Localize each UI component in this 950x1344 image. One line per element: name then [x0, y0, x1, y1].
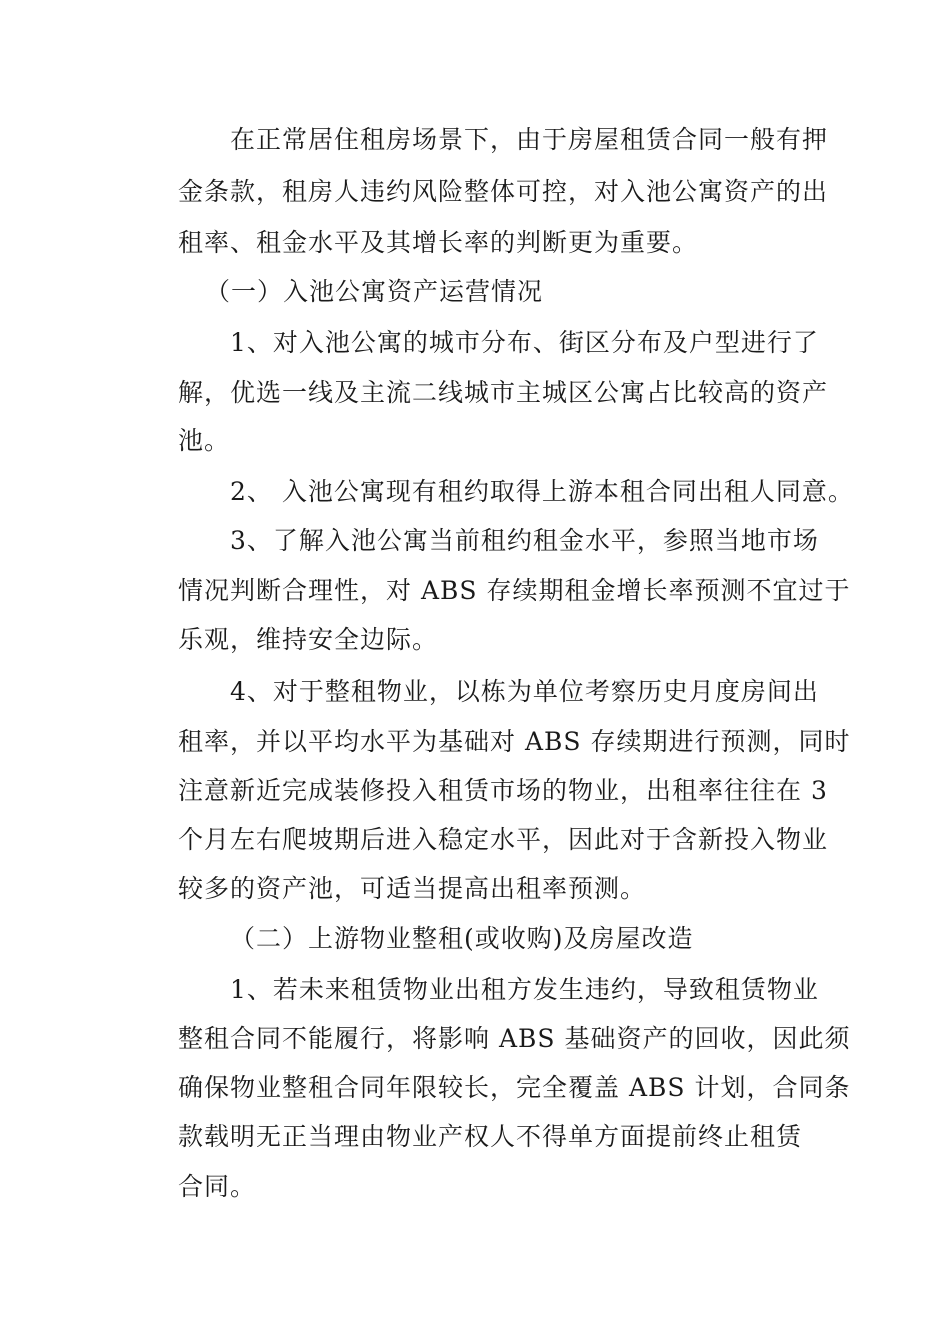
paragraph-line: 2、 入池公寓现有租约取得上游本租合同出租人同意。 [230, 477, 854, 506]
paragraph-line: 在正常居住租房场景下，由于房屋租赁合同一般有押 [230, 125, 829, 154]
paragraph-line: 整租合同不能履行，将影响 ABS 基础资产的回收，因此须 [178, 1024, 851, 1053]
paragraph-line: 款载明无正当理由物业产权人不得单方面提前终止租赁 [178, 1122, 803, 1151]
paragraph-line: 1、若未来租赁物业出租方发生违约，导致租赁物业 [230, 975, 819, 1004]
paragraph-line: 确保物业整租合同年限较长，完全覆盖 ABS 计划，合同条 [178, 1073, 851, 1102]
paragraph-line: 情况判断合理性，对 ABS 存续期租金增长率预测不宜过于 [178, 576, 851, 605]
paragraph-line: 池。 [178, 426, 231, 455]
section-heading: （一）入池公寓资产运营情况 [205, 277, 544, 306]
paragraph-line: 注意新近完成装修投入租赁市场的物业，出租率往往在 3 [178, 776, 828, 805]
paragraph-line: 解，优选一线及主流二线城市主城区公寓占比较高的资产 [178, 378, 829, 407]
paragraph-line: 金条款，租房人违约风险整体可控，对入池公寓资产的出 [178, 177, 829, 206]
paragraph-line: 较多的资产池，可适当提高出租率预测。 [178, 874, 647, 903]
paragraph-line: 租率、租金水平及其增长率的判断更为重要。 [178, 228, 699, 257]
paragraph-line: 1、对入池公寓的城市分布、街区分布及户型进行了 [230, 328, 819, 357]
paragraph-line: 4、对于整租物业，以栋为单位考察历史月度房间出 [230, 677, 819, 706]
paragraph-line: 个月左右爬坡期后进入稳定水平，因此对于含新投入物业 [178, 825, 829, 854]
section-heading: （二）上游物业整租(或收购)及房屋改造 [230, 924, 694, 953]
paragraph-line: 租率，并以平均水平为基础对 ABS 存续期进行预测，同时 [178, 727, 851, 756]
paragraph-line: 合同。 [178, 1172, 257, 1201]
paragraph-line: 3、了解入池公寓当前租约租金水平，参照当地市场 [230, 526, 819, 555]
paragraph-line: 乐观，维持安全边际。 [178, 625, 439, 654]
